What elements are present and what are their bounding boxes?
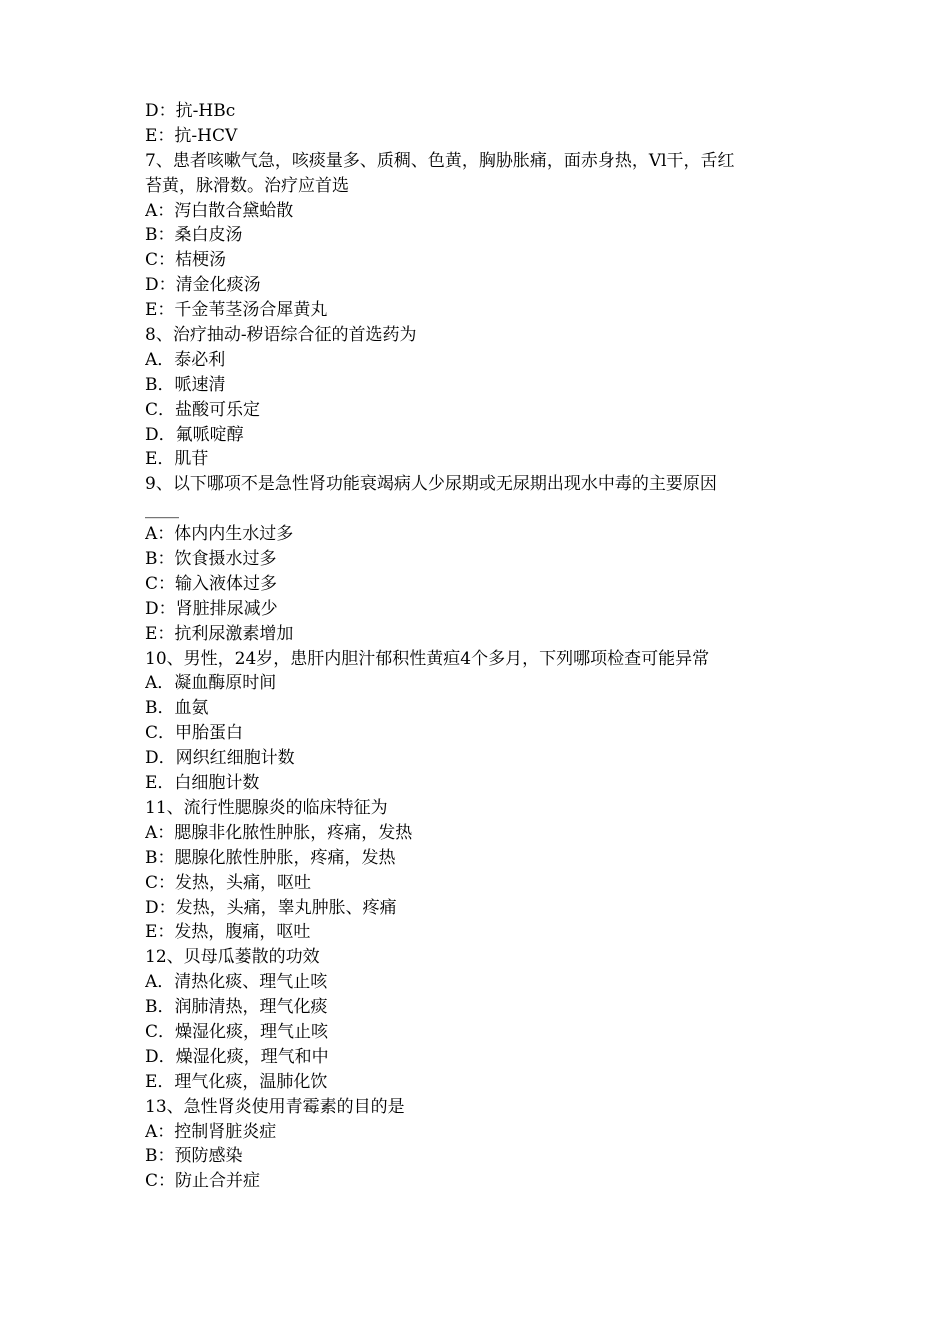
option-line: A．泰必利 bbox=[145, 349, 226, 370]
option-line: A．清热化痰、理气止咳 bbox=[145, 972, 328, 993]
option-line: A：控制肾脏炎症 bbox=[145, 1121, 277, 1142]
option-line: A：腮腺非化脓性肿胀，疼痛，发热 bbox=[145, 822, 413, 843]
option-line: E：发热，腹痛，呕吐 bbox=[145, 922, 311, 943]
option-line: E．理气化痰，温肺化饮 bbox=[145, 1071, 328, 1092]
option-line: B：桑白皮汤 bbox=[145, 225, 243, 246]
option-line: D：肾脏排尿减少 bbox=[145, 598, 278, 619]
option-line: D．燥湿化痰，理气和中 bbox=[145, 1046, 329, 1067]
document-page bbox=[145, 99, 815, 1194]
question-line: 9、以下哪项不是急性肾功能衰竭病人少尿期或无尿期出现水中毒的主要原因 bbox=[145, 474, 717, 495]
option-line: C．甲胎蛋白 bbox=[145, 723, 244, 744]
option-line: D：发热，头痛，睾丸肿胀、疼痛 bbox=[145, 897, 397, 918]
question-line: 7、患者咳嗽气急，咳痰量多、质稠、色黄，胸胁胀痛，面赤身热，Vl干，舌红 bbox=[145, 150, 735, 171]
question-line: 12、贝母瓜蒌散的功效 bbox=[145, 947, 320, 968]
option-line: E：抗-HCV bbox=[145, 125, 238, 146]
option-line: A：泻白散合黛蛤散 bbox=[145, 200, 294, 221]
option-line: C：桔梗汤 bbox=[145, 250, 227, 271]
answer-blank: ____ bbox=[145, 499, 179, 520]
option-line: B：腮腺化脓性肿胀，疼痛，发热 bbox=[145, 847, 396, 868]
option-line: C：防止合并症 bbox=[145, 1171, 261, 1192]
option-line: D：清金化痰汤 bbox=[145, 275, 261, 296]
option-line: C．盐酸可乐定 bbox=[145, 399, 261, 420]
option-line: B．润肺清热，理气化痰 bbox=[145, 997, 328, 1018]
question-line: 11、流行性腮腺炎的临床特征为 bbox=[145, 797, 388, 818]
option-line: A．凝血酶原时间 bbox=[145, 673, 277, 694]
option-line: D：抗-HBc bbox=[145, 101, 236, 121]
option-line: D．氟哌啶醇 bbox=[145, 424, 244, 445]
question-line: 苔黄，脉滑数。治疗应首选 bbox=[145, 175, 349, 196]
option-line: B．血氨 bbox=[145, 698, 209, 719]
option-line: B．哌速清 bbox=[145, 374, 226, 395]
option-line: E．肌苷 bbox=[145, 449, 209, 470]
option-line: C：发热，头痛，呕吐 bbox=[145, 872, 312, 893]
option-line: E：抗利尿激素增加 bbox=[145, 623, 294, 644]
question-line: 13、急性肾炎使用青霉素的目的是 bbox=[145, 1096, 405, 1117]
option-line: E．白细胞计数 bbox=[145, 773, 260, 794]
option-line: D．网织红细胞计数 bbox=[145, 748, 295, 769]
option-line: A：体内内生水过多 bbox=[145, 524, 294, 545]
option-line: B：预防感染 bbox=[145, 1146, 243, 1167]
option-line: E：千金苇茎汤合犀黄丸 bbox=[145, 300, 328, 321]
question-line: 8、治疗抽动-秽语综合征的首选药为 bbox=[145, 325, 417, 346]
option-line: C：输入液体过多 bbox=[145, 573, 278, 594]
option-line: B：饮食摄水过多 bbox=[145, 549, 277, 570]
question-line: 10、男性，24岁，患肝内胆汁郁积性黄疸4个多月，下列哪项检查可能异常 bbox=[145, 648, 710, 669]
option-line: C．燥湿化痰，理气止咳 bbox=[145, 1021, 329, 1042]
